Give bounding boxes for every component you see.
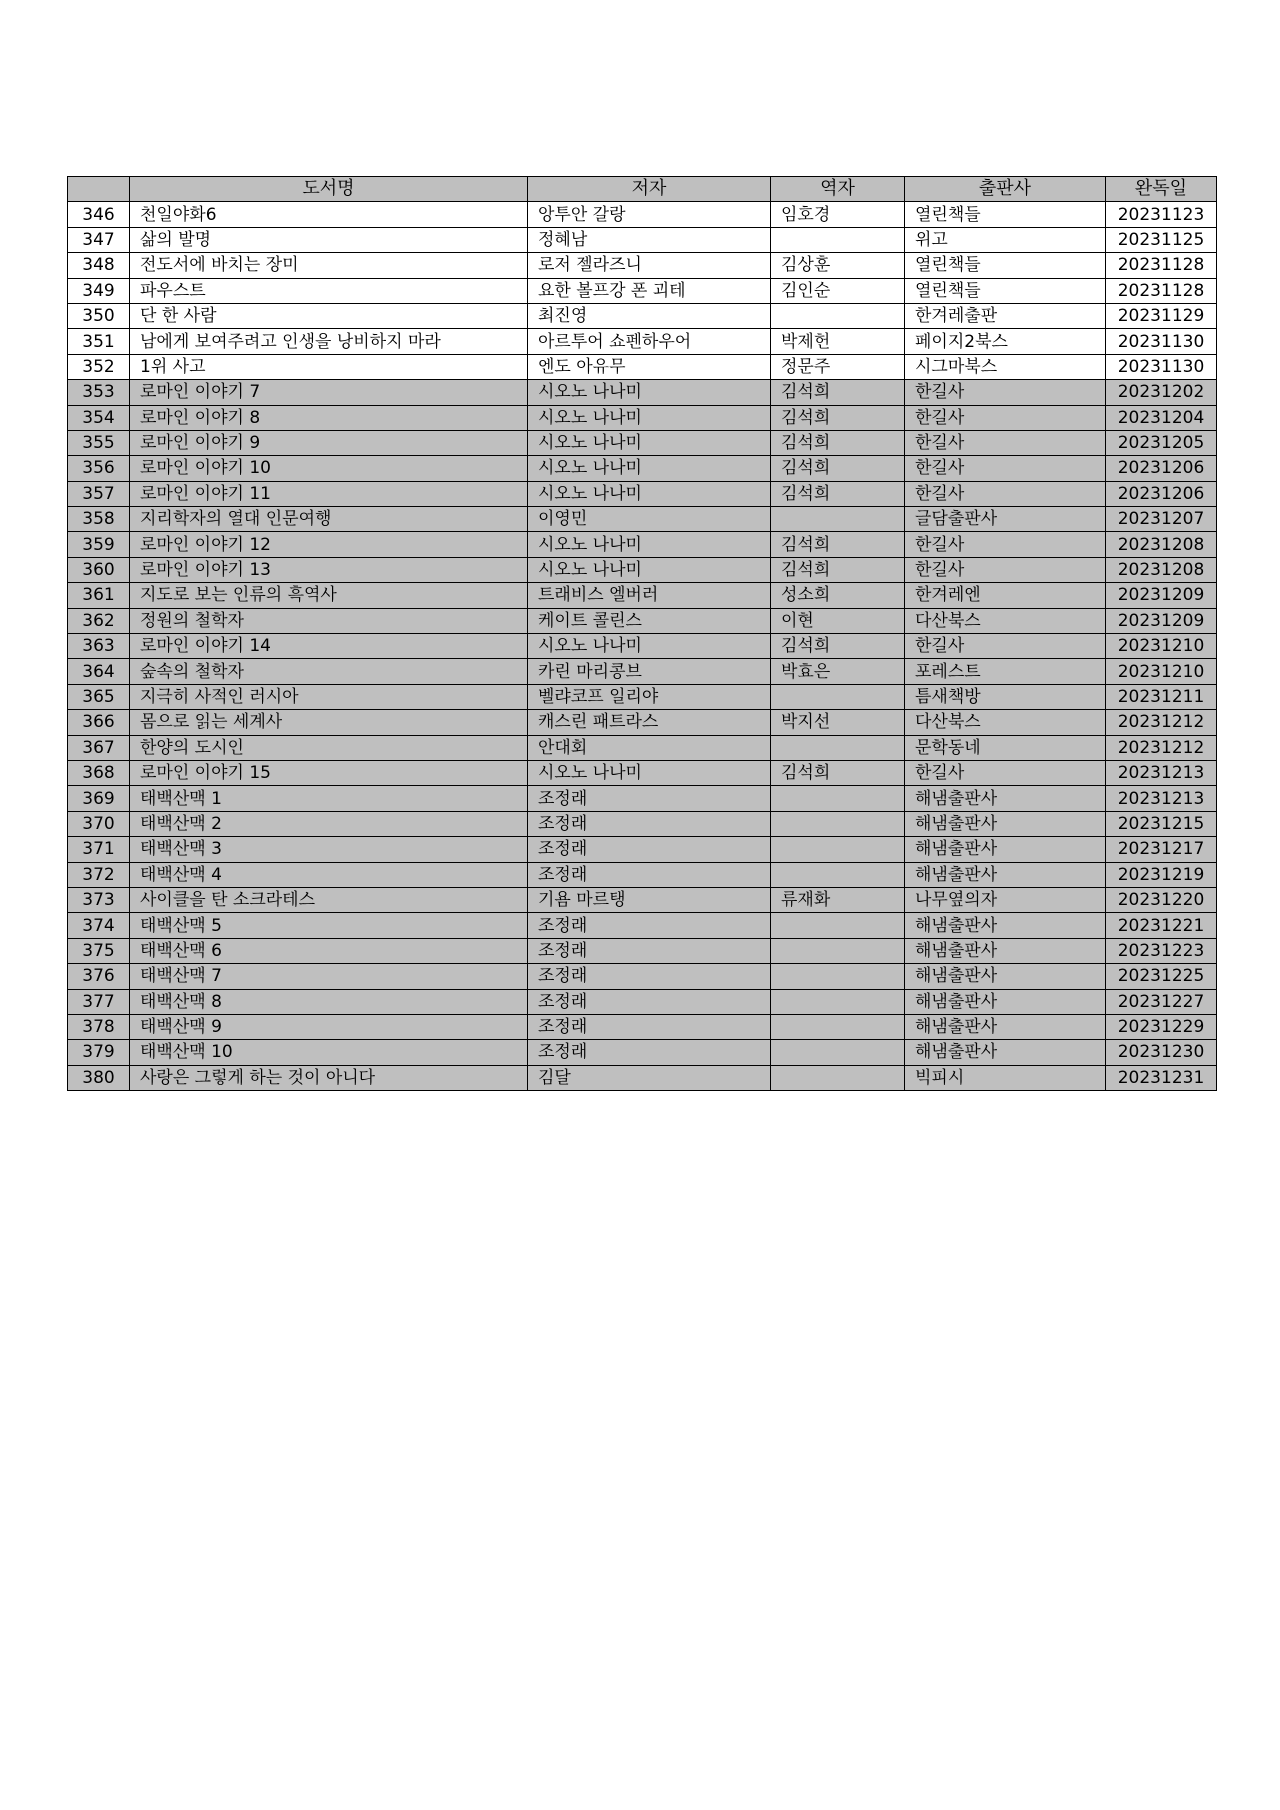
cell-finished-date: 20231128 xyxy=(1106,253,1217,278)
table-row xyxy=(68,887,1217,912)
cell-number: 378 xyxy=(68,1014,130,1039)
cell-number: 358 xyxy=(68,507,130,532)
cell-author: 조정래 xyxy=(528,989,771,1014)
table-row xyxy=(68,253,1217,278)
cell-title: 로마인 이야기 12 xyxy=(130,532,528,557)
cell-number: 366 xyxy=(68,710,130,735)
cell-author: 카린 마리콩브 xyxy=(528,659,771,684)
cell-title: 정원의 철학자 xyxy=(130,608,528,633)
cell-author: 시오노 나나미 xyxy=(528,405,771,430)
cell-publisher: 해냄출판사 xyxy=(905,989,1106,1014)
cell-publisher: 해냄출판사 xyxy=(905,913,1106,938)
cell-translator xyxy=(771,227,905,252)
table-row xyxy=(68,862,1217,887)
cell-finished-date: 20231212 xyxy=(1106,735,1217,760)
cell-translator: 김석희 xyxy=(771,430,905,455)
cell-translator xyxy=(771,837,905,862)
cell-finished-date: 20231229 xyxy=(1106,1014,1217,1039)
table-row xyxy=(68,380,1217,405)
cell-title: 천일야화6 xyxy=(130,202,528,227)
cell-finished-date: 20231207 xyxy=(1106,507,1217,532)
cell-title: 남에게 보여주려고 인생을 낭비하지 마라 xyxy=(130,329,528,354)
cell-title: 태백산맥 7 xyxy=(130,964,528,989)
cell-author: 조정래 xyxy=(528,786,771,811)
cell-title: 태백산맥 3 xyxy=(130,837,528,862)
cell-finished-date: 20231208 xyxy=(1106,557,1217,582)
table-row xyxy=(68,989,1217,1014)
cell-publisher: 시그마북스 xyxy=(905,354,1106,379)
cell-title: 파우스트 xyxy=(130,278,528,303)
cell-title: 단 한 사람 xyxy=(130,303,528,328)
cell-publisher: 다산북스 xyxy=(905,710,1106,735)
cell-publisher: 나무옆의자 xyxy=(905,887,1106,912)
cell-publisher: 한겨레출판 xyxy=(905,303,1106,328)
cell-author: 시오노 나나미 xyxy=(528,380,771,405)
cell-author: 김달 xyxy=(528,1065,771,1090)
table-row xyxy=(68,1014,1217,1039)
cell-translator: 류재화 xyxy=(771,887,905,912)
cell-finished-date: 20231204 xyxy=(1106,405,1217,430)
cell-publisher: 한길사 xyxy=(905,481,1106,506)
cell-number: 370 xyxy=(68,811,130,836)
cell-number: 374 xyxy=(68,913,130,938)
cell-author: 조정래 xyxy=(528,913,771,938)
cell-title: 태백산맥 10 xyxy=(130,1040,528,1065)
cell-title: 사이클을 탄 소크라테스 xyxy=(130,887,528,912)
table-row xyxy=(68,557,1217,582)
cell-publisher: 해냄출판사 xyxy=(905,964,1106,989)
cell-title: 로마인 이야기 11 xyxy=(130,481,528,506)
cell-finished-date: 20231221 xyxy=(1106,913,1217,938)
cell-finished-date: 20231125 xyxy=(1106,227,1217,252)
cell-finished-date: 20231128 xyxy=(1106,278,1217,303)
cell-author: 요한 볼프강 폰 괴테 xyxy=(528,278,771,303)
cell-finished-date: 20231215 xyxy=(1106,811,1217,836)
cell-translator xyxy=(771,989,905,1014)
cell-author: 시오노 나나미 xyxy=(528,481,771,506)
cell-publisher: 해냄출판사 xyxy=(905,837,1106,862)
cell-finished-date: 20231217 xyxy=(1106,837,1217,862)
cell-author: 시오노 나나미 xyxy=(528,456,771,481)
cell-finished-date: 20231129 xyxy=(1106,303,1217,328)
cell-finished-date: 20231225 xyxy=(1106,964,1217,989)
cell-title: 사랑은 그렇게 하는 것이 아니다 xyxy=(130,1065,528,1090)
cell-translator xyxy=(771,938,905,963)
cell-number: 357 xyxy=(68,481,130,506)
table-row xyxy=(68,202,1217,227)
cell-finished-date: 20231209 xyxy=(1106,608,1217,633)
cell-finished-date: 20231220 xyxy=(1106,887,1217,912)
cell-publisher: 한길사 xyxy=(905,456,1106,481)
cell-publisher: 해냄출판사 xyxy=(905,862,1106,887)
cell-author: 정혜남 xyxy=(528,227,771,252)
table-row xyxy=(68,430,1217,455)
cell-title: 한양의 도시인 xyxy=(130,735,528,760)
cell-title: 삶의 발명 xyxy=(130,227,528,252)
cell-translator xyxy=(771,1014,905,1039)
cell-publisher: 한길사 xyxy=(905,557,1106,582)
cell-translator xyxy=(771,964,905,989)
cell-title: 태백산맥 2 xyxy=(130,811,528,836)
cell-author: 조정래 xyxy=(528,862,771,887)
cell-author: 앙투안 갈랑 xyxy=(528,202,771,227)
cell-title: 로마인 이야기 15 xyxy=(130,760,528,785)
cell-finished-date: 20231213 xyxy=(1106,786,1217,811)
cell-number: 372 xyxy=(68,862,130,887)
cell-number: 367 xyxy=(68,735,130,760)
cell-translator xyxy=(771,913,905,938)
cell-publisher: 글담출판사 xyxy=(905,507,1106,532)
cell-title: 로마인 이야기 14 xyxy=(130,634,528,659)
cell-finished-date: 20231211 xyxy=(1106,684,1217,709)
cell-translator: 성소희 xyxy=(771,583,905,608)
cell-finished-date: 20231231 xyxy=(1106,1065,1217,1090)
cell-title: 숲속의 철학자 xyxy=(130,659,528,684)
cell-author: 조정래 xyxy=(528,811,771,836)
cell-number: 379 xyxy=(68,1040,130,1065)
cell-finished-date: 20231206 xyxy=(1106,456,1217,481)
table-row xyxy=(68,634,1217,659)
cell-finished-date: 20231206 xyxy=(1106,481,1217,506)
cell-number: 369 xyxy=(68,786,130,811)
cell-number: 348 xyxy=(68,253,130,278)
cell-number: 359 xyxy=(68,532,130,557)
cell-publisher: 해냄출판사 xyxy=(905,938,1106,963)
header-finished-date: 완독일 xyxy=(1106,177,1217,202)
cell-title: 로마인 이야기 7 xyxy=(130,380,528,405)
cell-title: 로마인 이야기 13 xyxy=(130,557,528,582)
cell-finished-date: 20231210 xyxy=(1106,659,1217,684)
cell-translator: 박제헌 xyxy=(771,329,905,354)
table-row xyxy=(68,329,1217,354)
cell-publisher: 한길사 xyxy=(905,532,1106,557)
cell-number: 364 xyxy=(68,659,130,684)
cell-finished-date: 20231212 xyxy=(1106,710,1217,735)
cell-number: 360 xyxy=(68,557,130,582)
cell-author: 시오노 나나미 xyxy=(528,760,771,785)
cell-translator xyxy=(771,684,905,709)
cell-translator xyxy=(771,786,905,811)
table-body xyxy=(68,202,1217,1091)
table-row xyxy=(68,786,1217,811)
cell-title: 지리학자의 열대 인문여행 xyxy=(130,507,528,532)
cell-publisher: 한겨레엔 xyxy=(905,583,1106,608)
cell-finished-date: 20231130 xyxy=(1106,329,1217,354)
table-row xyxy=(68,532,1217,557)
cell-author: 안대회 xyxy=(528,735,771,760)
cell-number: 354 xyxy=(68,405,130,430)
cell-translator: 김석희 xyxy=(771,760,905,785)
cell-finished-date: 20231230 xyxy=(1106,1040,1217,1065)
cell-number: 352 xyxy=(68,354,130,379)
cell-number: 368 xyxy=(68,760,130,785)
cell-translator xyxy=(771,1065,905,1090)
cell-title: 몸으로 읽는 세계사 xyxy=(130,710,528,735)
table-row xyxy=(68,837,1217,862)
cell-number: 375 xyxy=(68,938,130,963)
cell-number: 355 xyxy=(68,430,130,455)
cell-publisher: 해냄출판사 xyxy=(905,786,1106,811)
cell-translator: 박효은 xyxy=(771,659,905,684)
cell-finished-date: 20231130 xyxy=(1106,354,1217,379)
cell-title: 태백산맥 6 xyxy=(130,938,528,963)
cell-title: 로마인 이야기 8 xyxy=(130,405,528,430)
cell-translator xyxy=(771,1040,905,1065)
cell-author: 조정래 xyxy=(528,837,771,862)
cell-finished-date: 20231202 xyxy=(1106,380,1217,405)
cell-translator: 김석희 xyxy=(771,557,905,582)
cell-number: 347 xyxy=(68,227,130,252)
cell-title: 로마인 이야기 9 xyxy=(130,430,528,455)
cell-number: 373 xyxy=(68,887,130,912)
cell-author: 아르투어 쇼펜하우어 xyxy=(528,329,771,354)
cell-publisher: 한길사 xyxy=(905,430,1106,455)
cell-author: 벨랴코프 일리야 xyxy=(528,684,771,709)
cell-author: 조정래 xyxy=(528,964,771,989)
reading-log-table xyxy=(67,176,1217,1091)
cell-publisher: 열린책들 xyxy=(905,253,1106,278)
cell-publisher: 열린책들 xyxy=(905,202,1106,227)
cell-publisher: 문학동네 xyxy=(905,735,1106,760)
cell-author: 시오노 나나미 xyxy=(528,634,771,659)
cell-author: 케이트 콜린스 xyxy=(528,608,771,633)
header-number xyxy=(68,177,130,202)
table-row xyxy=(68,278,1217,303)
cell-publisher: 페이지2북스 xyxy=(905,329,1106,354)
cell-publisher: 위고 xyxy=(905,227,1106,252)
cell-number: 353 xyxy=(68,380,130,405)
cell-translator: 김인순 xyxy=(771,278,905,303)
table-row xyxy=(68,227,1217,252)
cell-finished-date: 20231227 xyxy=(1106,989,1217,1014)
cell-translator: 김상훈 xyxy=(771,253,905,278)
cell-finished-date: 20231219 xyxy=(1106,862,1217,887)
table-row xyxy=(68,507,1217,532)
cell-publisher: 해냄출판사 xyxy=(905,811,1106,836)
cell-title: 태백산맥 1 xyxy=(130,786,528,811)
cell-title: 태백산맥 8 xyxy=(130,989,528,1014)
cell-finished-date: 20231213 xyxy=(1106,760,1217,785)
cell-publisher: 틈새책방 xyxy=(905,684,1106,709)
cell-translator: 이현 xyxy=(771,608,905,633)
table-row xyxy=(68,913,1217,938)
cell-publisher: 해냄출판사 xyxy=(905,1014,1106,1039)
cell-translator xyxy=(771,811,905,836)
cell-finished-date: 20231123 xyxy=(1106,202,1217,227)
cell-number: 349 xyxy=(68,278,130,303)
table-row xyxy=(68,735,1217,760)
header-translator: 역자 xyxy=(771,177,905,202)
cell-publisher: 한길사 xyxy=(905,405,1106,430)
cell-finished-date: 20231210 xyxy=(1106,634,1217,659)
cell-author: 로저 젤라즈니 xyxy=(528,253,771,278)
header-publisher: 출판사 xyxy=(905,177,1106,202)
cell-publisher: 포레스트 xyxy=(905,659,1106,684)
table-row xyxy=(68,583,1217,608)
cell-author: 트래비스 엘버러 xyxy=(528,583,771,608)
table-row xyxy=(68,481,1217,506)
header-row xyxy=(68,177,1217,202)
cell-number: 371 xyxy=(68,837,130,862)
cell-translator xyxy=(771,507,905,532)
table-row xyxy=(68,811,1217,836)
table-row xyxy=(68,710,1217,735)
cell-number: 356 xyxy=(68,456,130,481)
cell-translator: 김석희 xyxy=(771,456,905,481)
cell-publisher: 한길사 xyxy=(905,634,1106,659)
cell-title: 태백산맥 4 xyxy=(130,862,528,887)
cell-author: 엔도 아유무 xyxy=(528,354,771,379)
cell-title: 태백산맥 9 xyxy=(130,1014,528,1039)
table-row xyxy=(68,760,1217,785)
cell-publisher: 다산북스 xyxy=(905,608,1106,633)
cell-number: 380 xyxy=(68,1065,130,1090)
cell-number: 362 xyxy=(68,608,130,633)
table-row xyxy=(68,303,1217,328)
cell-title: 태백산맥 5 xyxy=(130,913,528,938)
cell-publisher: 해냄출판사 xyxy=(905,1040,1106,1065)
cell-author: 이영민 xyxy=(528,507,771,532)
cell-title: 1위 사고 xyxy=(130,354,528,379)
cell-number: 346 xyxy=(68,202,130,227)
cell-translator: 김석희 xyxy=(771,481,905,506)
cell-translator: 박지선 xyxy=(771,710,905,735)
cell-author: 조정래 xyxy=(528,938,771,963)
table-row xyxy=(68,456,1217,481)
cell-number: 350 xyxy=(68,303,130,328)
cell-author: 기욤 마르탱 xyxy=(528,887,771,912)
table-row xyxy=(68,938,1217,963)
table-row xyxy=(68,405,1217,430)
cell-translator: 김석희 xyxy=(771,405,905,430)
cell-publisher: 한길사 xyxy=(905,760,1106,785)
cell-number: 377 xyxy=(68,989,130,1014)
cell-title: 지극히 사적인 러시아 xyxy=(130,684,528,709)
cell-number: 363 xyxy=(68,634,130,659)
cell-publisher: 한길사 xyxy=(905,380,1106,405)
cell-publisher: 빅피시 xyxy=(905,1065,1106,1090)
cell-author: 최진영 xyxy=(528,303,771,328)
cell-publisher: 열린책들 xyxy=(905,278,1106,303)
cell-finished-date: 20231205 xyxy=(1106,430,1217,455)
cell-finished-date: 20231223 xyxy=(1106,938,1217,963)
cell-title: 로마인 이야기 10 xyxy=(130,456,528,481)
cell-author: 시오노 나나미 xyxy=(528,532,771,557)
cell-finished-date: 20231208 xyxy=(1106,532,1217,557)
cell-finished-date: 20231209 xyxy=(1106,583,1217,608)
header-title: 도서명 xyxy=(130,177,528,202)
cell-author: 캐스린 패트라스 xyxy=(528,710,771,735)
header-author: 저자 xyxy=(528,177,771,202)
cell-number: 351 xyxy=(68,329,130,354)
table-row xyxy=(68,1040,1217,1065)
cell-translator: 김석희 xyxy=(771,634,905,659)
table-row xyxy=(68,354,1217,379)
cell-number: 361 xyxy=(68,583,130,608)
cell-translator xyxy=(771,303,905,328)
cell-title: 전도서에 바치는 장미 xyxy=(130,253,528,278)
cell-number: 365 xyxy=(68,684,130,709)
cell-author: 조정래 xyxy=(528,1014,771,1039)
table-row xyxy=(68,659,1217,684)
table-row xyxy=(68,608,1217,633)
cell-translator: 정문주 xyxy=(771,354,905,379)
cell-translator: 임호경 xyxy=(771,202,905,227)
cell-translator: 김석희 xyxy=(771,532,905,557)
cell-title: 지도로 보는 인류의 흑역사 xyxy=(130,583,528,608)
cell-number: 376 xyxy=(68,964,130,989)
cell-translator: 김석희 xyxy=(771,380,905,405)
cell-author: 시오노 나나미 xyxy=(528,430,771,455)
cell-author: 조정래 xyxy=(528,1040,771,1065)
table-row xyxy=(68,964,1217,989)
cell-translator xyxy=(771,735,905,760)
table-row xyxy=(68,1065,1217,1090)
table-row xyxy=(68,684,1217,709)
cell-translator xyxy=(771,862,905,887)
cell-author: 시오노 나나미 xyxy=(528,557,771,582)
